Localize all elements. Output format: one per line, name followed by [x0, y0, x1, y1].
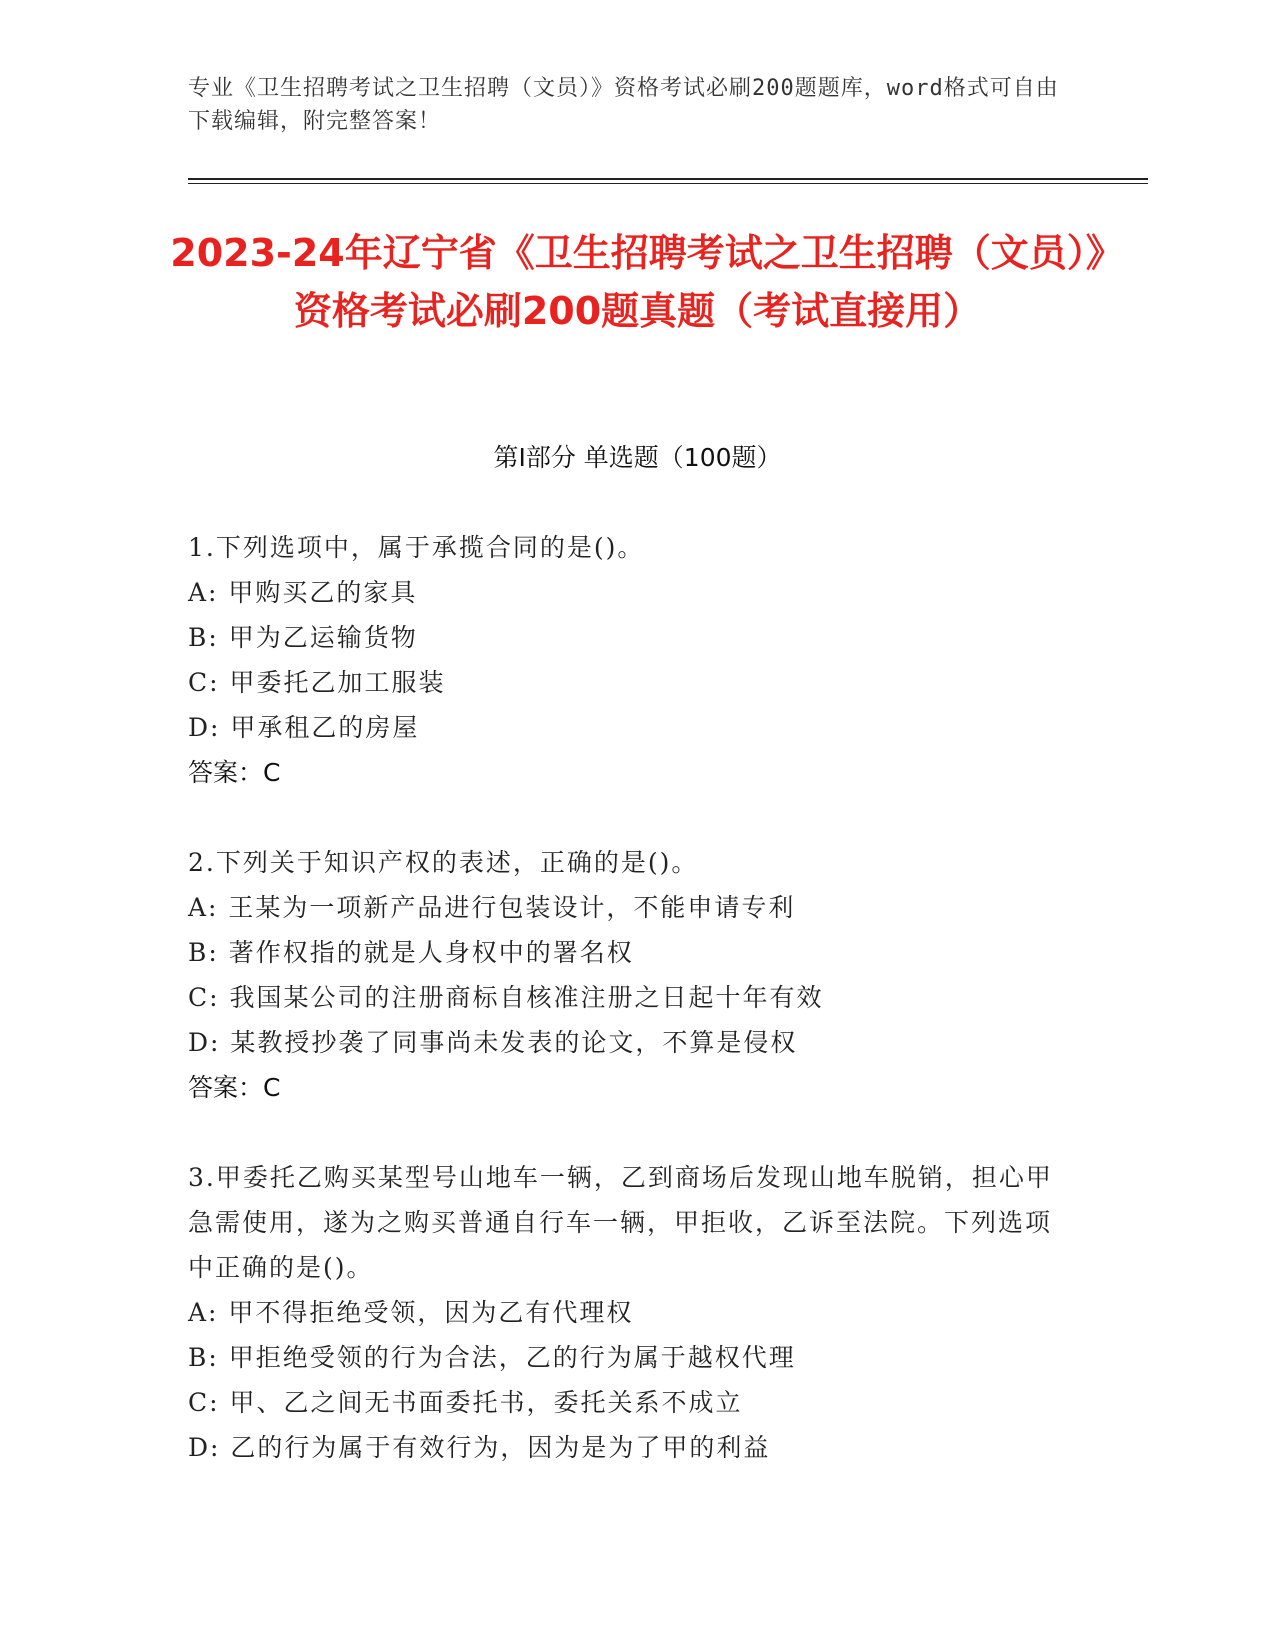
- option-c: C: 我国某公司的注册商标自核准注册之日起十年有效: [188, 983, 824, 1012]
- question-stem: 2.下列关于知识产权的表述，正确的是()。: [188, 848, 699, 877]
- header-divider: [188, 178, 1148, 180]
- document-title: 2023-24年辽宁省《卫生招聘考试之卫生招聘（文员）》资格考试必刷200题真题（考试直接用）: [170, 231, 1105, 333]
- answer: 答案：C: [188, 1073, 281, 1102]
- question-3: [188, 1155, 1068, 1470]
- header-note: 专业《卫生招聘考试之卫生招聘（文员）》资格考试必刷200题题库，word格式可自由下载编辑，附完整答案！: [188, 76, 1059, 134]
- question-stem: 1.下列选项中，属于承揽合同的是()。: [188, 533, 645, 562]
- option-d: D: 某教授抄袭了同事尚未发表的论文，不算是侵权: [188, 1028, 798, 1057]
- option-c: C: 甲、乙之间无书面委托书，委托关系不成立: [188, 1388, 743, 1417]
- option-a: A: 甲购买乙的家具: [188, 578, 418, 607]
- option-c: C: 甲委托乙加工服装: [188, 668, 446, 697]
- option-a: A: 甲不得拒绝受领，因为乙有代理权: [188, 1298, 634, 1327]
- option-d: D: 乙的行为属于有效行为，因为是为了甲的利益: [188, 1433, 771, 1462]
- option-b: B: 甲为乙运输货物: [188, 623, 418, 652]
- option-d: D: 甲承租乙的房屋: [188, 713, 420, 742]
- option-b: B: 著作权指的就是人身权中的署名权: [188, 938, 634, 967]
- option-a: A: 王某为一项新产品进行包装设计，不能申请专利: [188, 893, 796, 922]
- question-2: [188, 840, 1068, 1110]
- option-b: B: 甲拒绝受领的行为合法，乙的行为属于越权代理: [188, 1343, 796, 1372]
- question-list: [188, 525, 1068, 1515]
- answer: 答案：C: [188, 758, 281, 787]
- section-title: 第Ⅰ部分 单选题（100题）: [493, 443, 782, 472]
- question-1: [188, 525, 1068, 795]
- question-stem: 3.甲委托乙购买某型号山地车一辆，乙到商场后发现山地车脱销，担心甲急需使用，遂为之购买普通自行车一辆，甲拒收，乙诉至法院。下列选项中正确的是()。: [188, 1163, 1053, 1282]
- header-divider-thin: [188, 183, 1148, 184]
